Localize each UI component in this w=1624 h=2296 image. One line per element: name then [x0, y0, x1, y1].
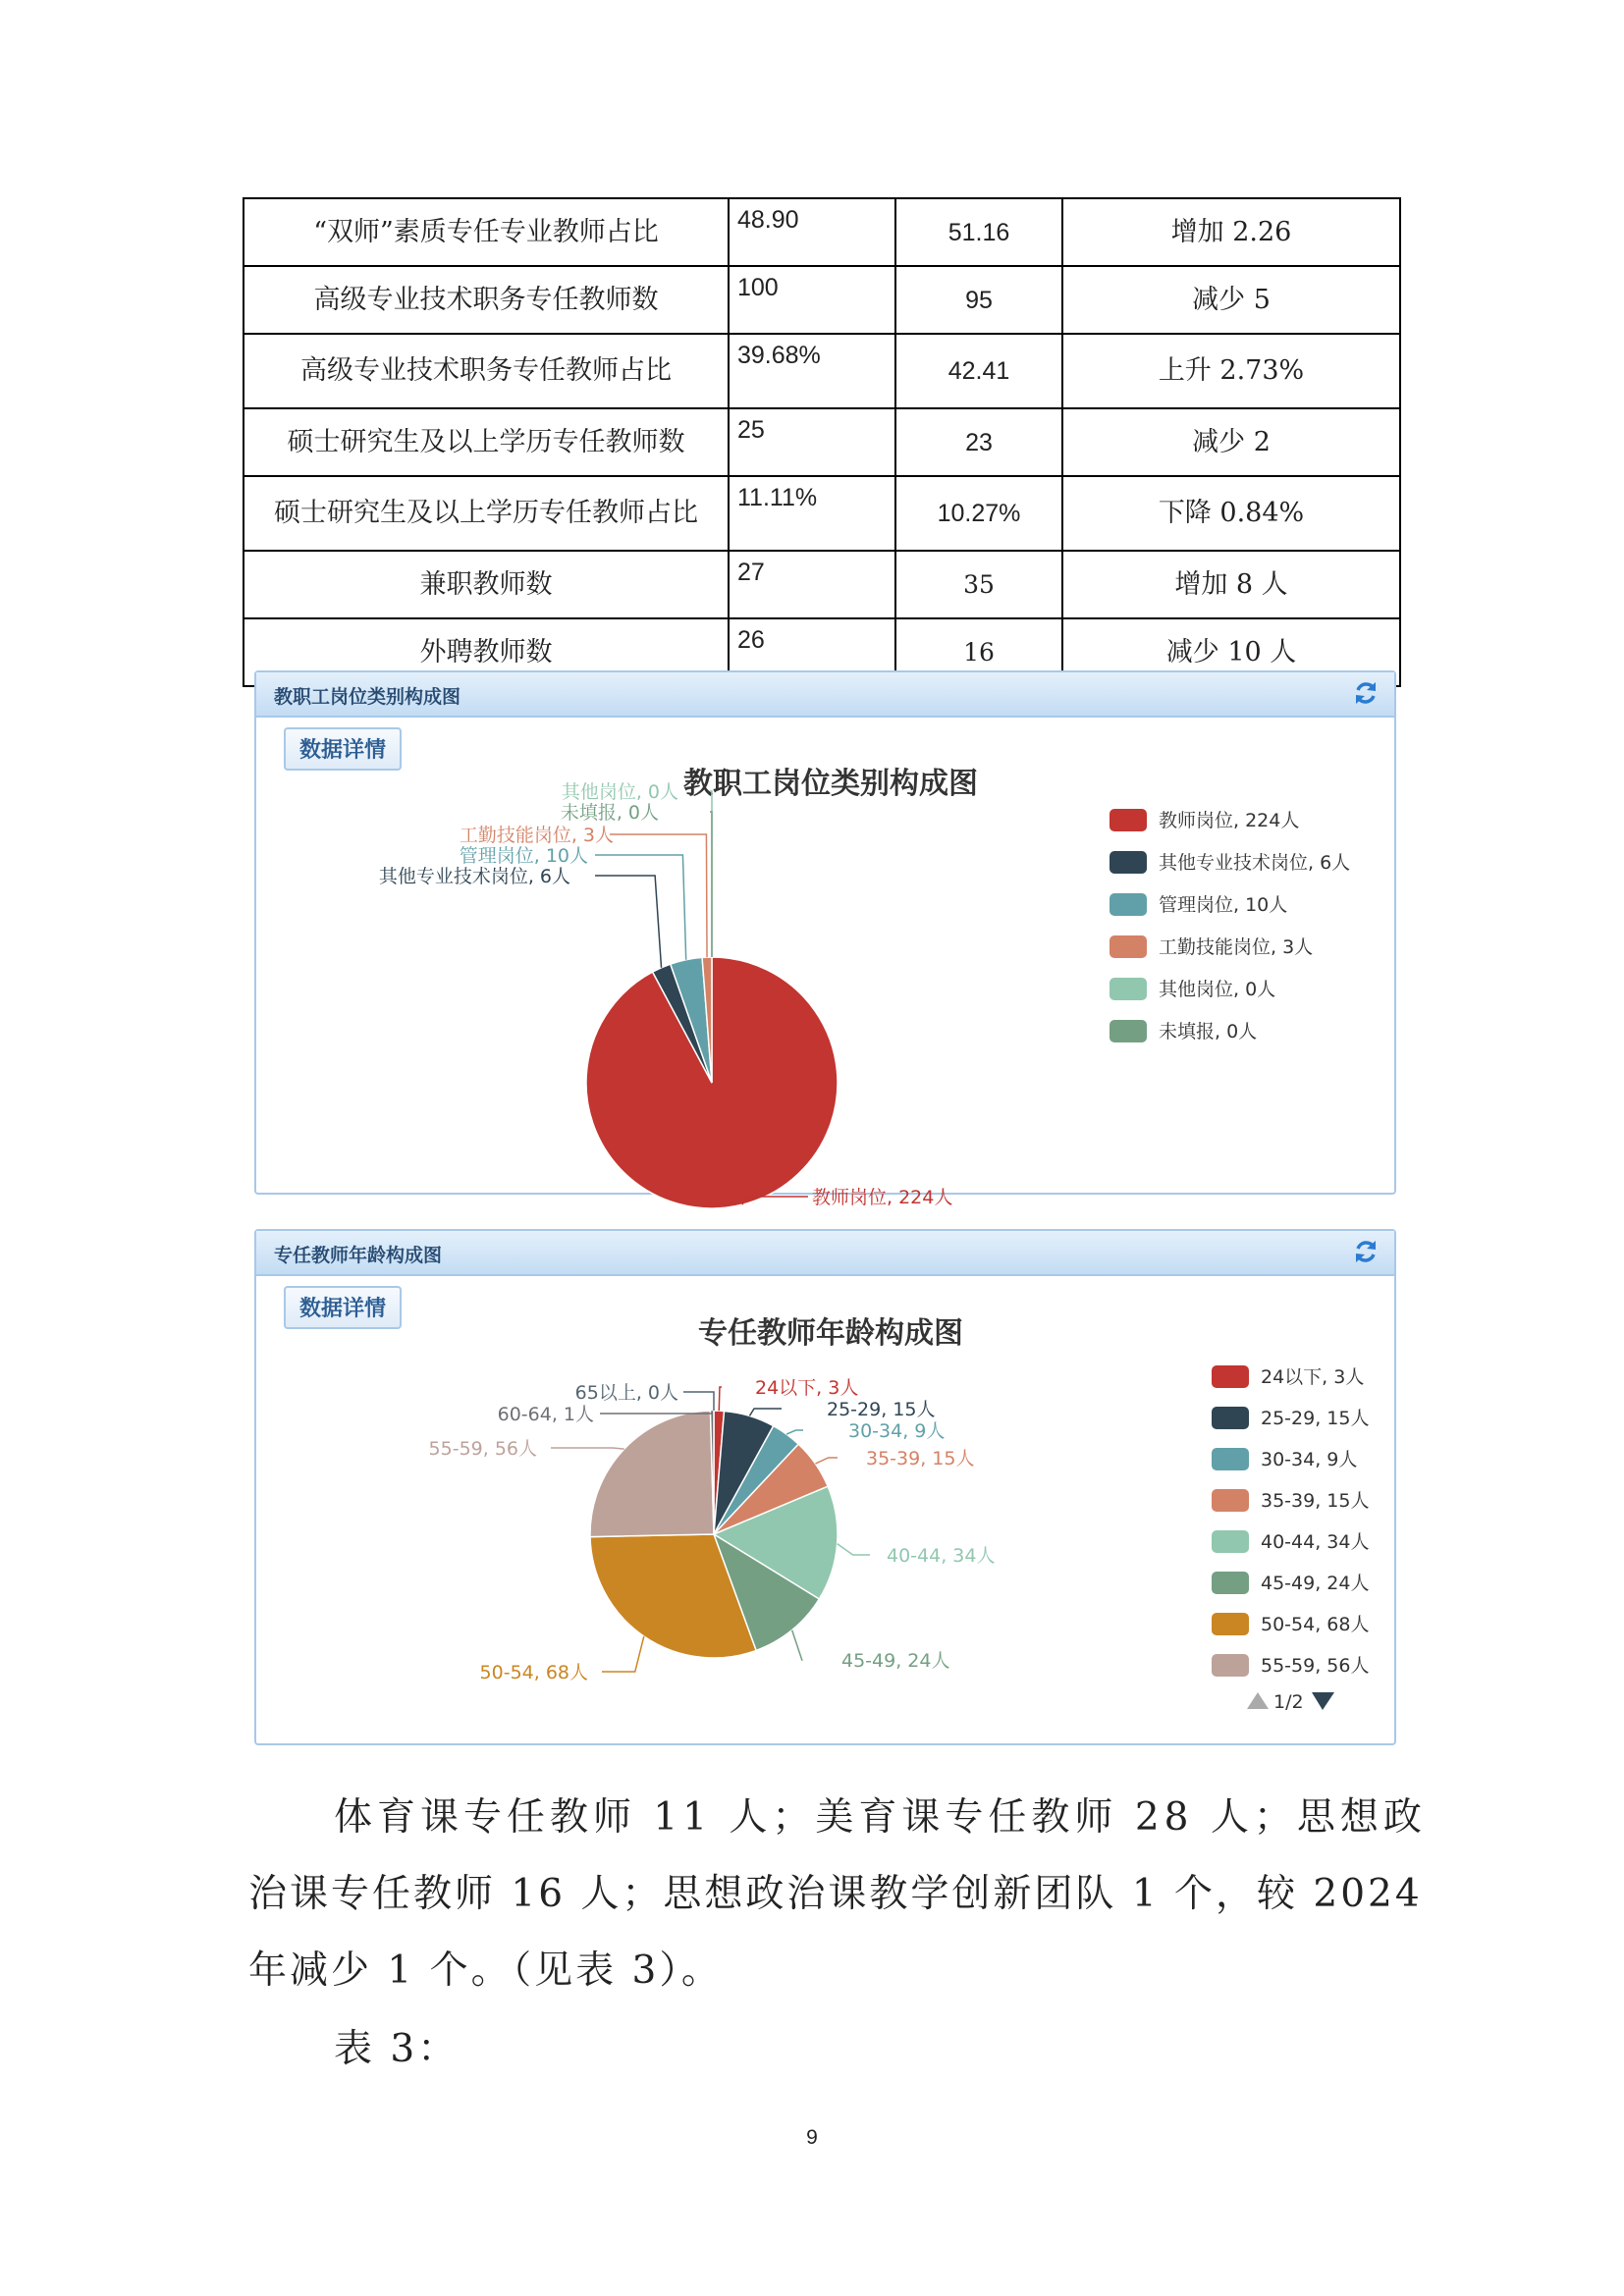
legend-label: 30-34, 9人 [1261, 1449, 1358, 1470]
data-label: 65以上, 0人 [574, 1382, 678, 1404]
change-cell: 减少 5 [1062, 266, 1400, 334]
chart-title: 专任教师年龄构成图 [698, 1316, 963, 1351]
pie-slice-7[interactable] [590, 1411, 714, 1537]
legend-swatch [1110, 935, 1147, 958]
legend-item[interactable] [1110, 851, 1350, 874]
row-label-cell: 硕士研究生及以上学历专任教师占比 [244, 476, 729, 551]
data-label: 管理岗位, 10人 [459, 845, 588, 867]
legend-swatch [1212, 1572, 1249, 1594]
panel-header [256, 1231, 1394, 1276]
legend-swatch [1110, 809, 1147, 831]
leader-line [749, 1409, 782, 1415]
teacher-age-pie-chart [256, 1274, 1394, 1743]
legend-swatch [1212, 1448, 1249, 1470]
leader-line [792, 1630, 802, 1660]
legend-label: 45-49, 24人 [1261, 1573, 1370, 1594]
legend-page-indicator: 1/2 [1273, 1691, 1304, 1713]
legend-item[interactable] [1110, 893, 1287, 916]
panel-header [256, 672, 1394, 718]
refresh-icon[interactable] [1351, 1237, 1380, 1266]
data-label: 40-44, 34人 [887, 1545, 996, 1567]
prev-value-cell: 27 [729, 551, 895, 618]
legend-swatch [1212, 1489, 1249, 1512]
data-label: 教师岗位, 224人 [812, 1187, 953, 1208]
legend-label: 55-59, 56人 [1261, 1655, 1370, 1677]
legend-swatch [1212, 1365, 1249, 1388]
legend-label: 教师岗位, 224人 [1159, 810, 1300, 831]
legend-item[interactable] [1212, 1489, 1369, 1512]
data-label: 24以下, 3人 [755, 1377, 859, 1399]
legend-label: 24以下, 3人 [1261, 1366, 1365, 1388]
curr-value-cell: 35 [895, 551, 1062, 618]
change-cell: 增加 8 人 [1062, 551, 1400, 618]
legend-item[interactable] [1212, 1530, 1369, 1553]
curr-value-cell: 16 [895, 618, 1062, 686]
data-label: 其他岗位, 0人 [561, 781, 678, 803]
prev-value-cell: 100 [729, 266, 895, 334]
chart-title: 教职工岗位类别构成图 [683, 767, 978, 801]
legend-label: 25-29, 15人 [1261, 1408, 1370, 1429]
legend-swatch [1110, 1020, 1147, 1042]
curr-value-cell: 95 [895, 266, 1062, 334]
data-detail-button[interactable]: 数据详情 [284, 727, 402, 771]
change-cell: 下降 0.84% [1062, 476, 1400, 551]
legend-label: 其他岗位, 0人 [1159, 979, 1276, 1000]
table-row [244, 334, 1400, 408]
data-label: 55-59, 56人 [428, 1438, 537, 1460]
legend-item[interactable] [1212, 1654, 1369, 1677]
prev-value-cell: 48.90 [729, 198, 895, 266]
legend-prev-page-icon[interactable] [1247, 1692, 1269, 1709]
leader-line [710, 812, 712, 957]
body-paragraph-line: 体育课专任教师 11 人；美育课专任教师 28 人；思想政 [334, 1795, 1427, 1840]
refresh-icon[interactable] [1351, 678, 1380, 708]
legend-item[interactable] [1212, 1365, 1364, 1388]
row-label-cell: 硕士研究生及以上学历专任教师数 [244, 408, 729, 476]
statistics-table [243, 197, 1401, 687]
leader-line [595, 876, 662, 968]
data-label: 25-29, 15人 [827, 1399, 936, 1420]
leader-line [786, 1430, 803, 1434]
prev-value-cell: 39.68% [729, 334, 895, 408]
page-number: 9 [806, 2126, 818, 2149]
leader-line [719, 1387, 722, 1411]
legend-swatch [1110, 851, 1147, 874]
staff-post-chart-panel [254, 670, 1396, 1208]
teacher-age-chart-panel [254, 1229, 1396, 1745]
panel-header-title: 教职工岗位类别构成图 [274, 686, 461, 708]
legend-next-page-icon[interactable] [1312, 1692, 1334, 1710]
legend-item[interactable] [1110, 935, 1313, 958]
legend-label: 35-39, 15人 [1261, 1490, 1370, 1512]
table-row [244, 551, 1400, 618]
legend-swatch [1212, 1407, 1249, 1429]
curr-value-cell: 51.16 [895, 198, 1062, 266]
change-cell: 减少 10 人 [1062, 618, 1400, 686]
legend-label: 工勤技能岗位, 3人 [1159, 936, 1314, 958]
legend-label: 40-44, 34人 [1261, 1531, 1370, 1553]
prev-value-cell: 11.11% [729, 476, 895, 551]
change-cell: 增加 2.26 [1062, 198, 1400, 266]
curr-value-cell: 42.41 [895, 334, 1062, 408]
prev-value-cell: 26 [729, 618, 895, 686]
data-detail-button[interactable]: 数据详情 [284, 1286, 402, 1329]
legend-item[interactable] [1110, 978, 1275, 1000]
panel-header-title: 专任教师年龄构成图 [274, 1245, 443, 1266]
leader-line [602, 1636, 644, 1672]
staff-post-pie-chart [256, 716, 1394, 1208]
leader-line [595, 855, 686, 960]
legend-label: 其他专业技术岗位, 6人 [1159, 852, 1351, 874]
legend-swatch [1212, 1654, 1249, 1677]
legend-label: 未填报, 0人 [1159, 1021, 1258, 1042]
table-caption: 表 3： [334, 2027, 460, 2071]
row-label-cell: 高级专业技术职务专任教师数 [244, 266, 729, 334]
legend-item[interactable] [1212, 1407, 1369, 1429]
data-label: 60-64, 1人 [497, 1404, 594, 1425]
leader-line [551, 1448, 624, 1449]
leader-line [683, 1392, 714, 1411]
curr-value-cell: 10.27% [895, 476, 1062, 551]
curr-value-cell: 23 [895, 408, 1062, 476]
leader-line [610, 834, 707, 957]
legend-swatch [1110, 978, 1147, 1000]
legend-swatch [1212, 1530, 1249, 1553]
legend-swatch [1212, 1613, 1249, 1635]
change-cell: 上升 2.73% [1062, 334, 1400, 408]
data-label: 工勤技能岗位, 3人 [459, 825, 614, 846]
legend-label: 管理岗位, 10人 [1159, 894, 1288, 916]
data-label: 未填报, 0人 [560, 802, 659, 824]
leader-line [815, 1458, 838, 1464]
legend-swatch [1110, 893, 1147, 916]
row-label-cell: 外聘教师数 [244, 618, 729, 686]
data-label: 30-34, 9人 [848, 1420, 946, 1442]
change-cell: 减少 2 [1062, 408, 1400, 476]
prev-value-cell: 25 [729, 408, 895, 476]
row-label-cell: “双师”素质专任专业教师占比 [244, 198, 729, 266]
data-label: 45-49, 24人 [841, 1650, 950, 1672]
table-row [244, 408, 1400, 476]
legend-item[interactable] [1212, 1613, 1369, 1635]
row-label-cell: 兼职教师数 [244, 551, 729, 618]
data-label: 其他专业技术岗位, 6人 [378, 866, 570, 887]
legend-item[interactable] [1110, 809, 1299, 831]
data-label: 35-39, 15人 [866, 1448, 975, 1469]
body-paragraph-line: 治课专任教师 16 人；思想政治课教学创新团队 1 个，较 2024 [248, 1872, 1423, 1916]
legend-item[interactable] [1212, 1448, 1357, 1470]
table-row [244, 266, 1400, 334]
table-row [244, 198, 1400, 266]
legend-label: 50-54, 68人 [1261, 1614, 1370, 1635]
row-label-cell: 高级专业技术职务专任教师占比 [244, 334, 729, 408]
legend-item[interactable] [1212, 1572, 1369, 1594]
table-row [244, 476, 1400, 551]
data-label: 50-54, 68人 [479, 1662, 588, 1683]
body-paragraph-line: 年减少 1 个。（见表 3）。 [248, 1949, 723, 1993]
leader-line [838, 1544, 870, 1555]
legend-item[interactable] [1110, 1020, 1257, 1042]
